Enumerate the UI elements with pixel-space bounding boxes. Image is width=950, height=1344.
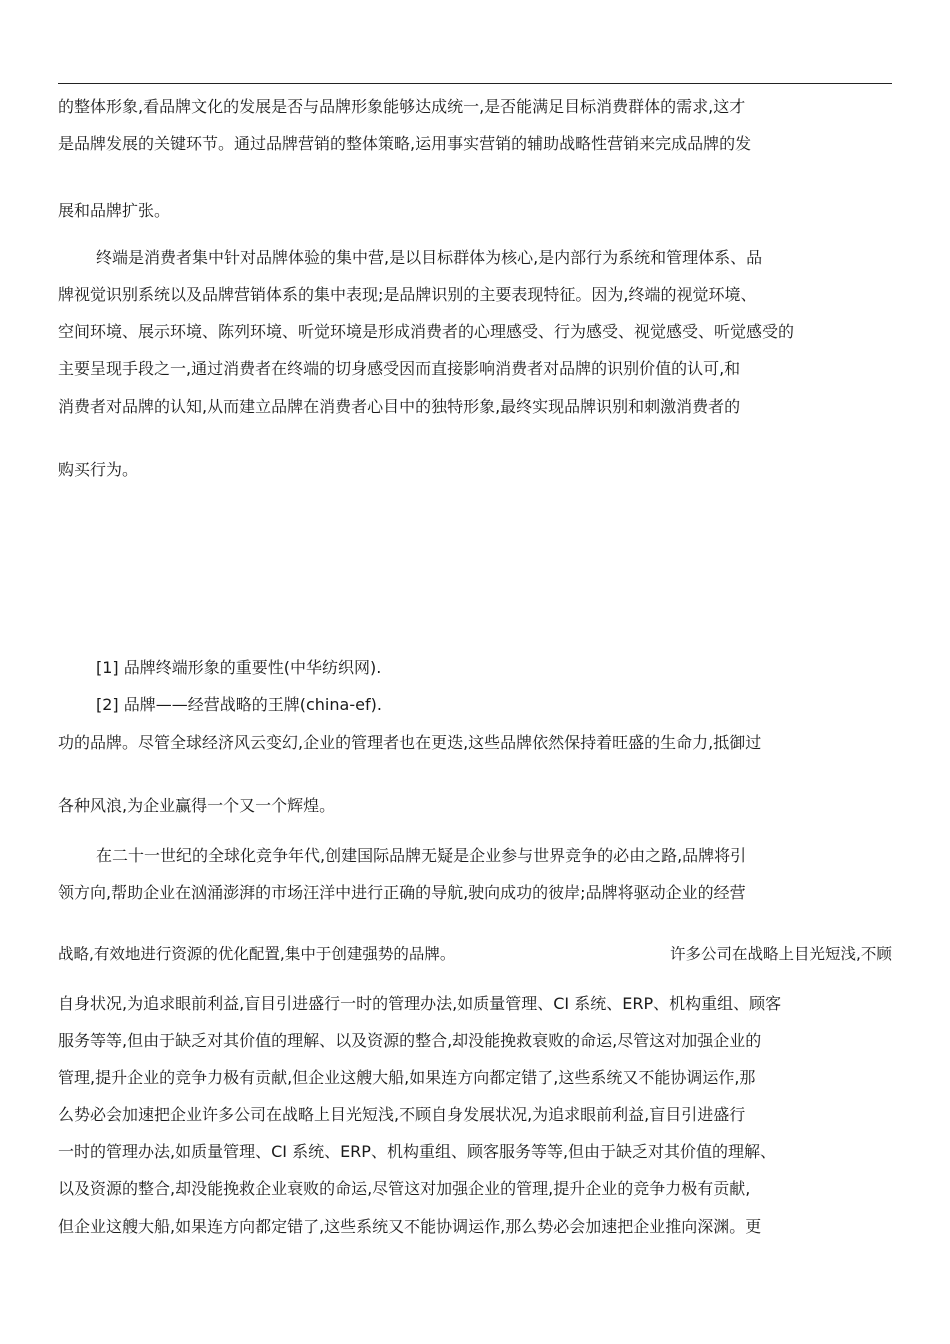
body-line: 一时的管理办法,如质量管理、CI 系统、ERP、机构重组、顾客服务等等,但由于缺乏对其价值的理解、	[58, 1142, 777, 1161]
body-line: 各种风浪,为企业赢得一个又一个辉煌。	[58, 796, 336, 815]
body-line: 牌视觉识别系统以及品牌营销体系的集中表现;是品牌识别的主要表现特征。因为,终端的视觉环境、	[58, 285, 757, 304]
body-line-text: 战略,有效地进行资源的优化配置,集中于创建强势的品牌。	[58, 945, 456, 963]
body-line: 的整体形象,看品牌文化的发展是否与品牌形象能够达成统一,是否能满足目标消费群体的需求,这才	[58, 97, 746, 116]
paragraph-first-line: 终端是消费者集中针对品牌体验的集中营,是以目标群体为核心,是内部行为系统和管理体系、品	[96, 248, 763, 267]
body-line: 空间环境、展示环境、陈列环境、听觉环境是形成消费者的心理感受、行为感受、视觉感受、听觉感受的	[58, 322, 795, 341]
body-line: 消费者对品牌的认知,从而建立品牌在消费者心目中的独特形象,最终实现品牌识别和刺激消费者的	[58, 397, 741, 416]
body-line: 自身状况,为追求眼前利益,盲目引进盛行一时的管理办法,如质量管理、CI 系统、ERP、机构重组、顾客	[58, 994, 782, 1013]
body-line: 是品牌发展的关键环节。通过品牌营销的整体策略,运用事实营销的辅助战略性营销来完成品牌的发	[58, 134, 752, 153]
body-line: 领方向,帮助企业在汹涌澎湃的市场汪洋中进行正确的导航,驶向成功的彼岸;品牌将驱动企业的经营	[58, 883, 746, 902]
body-line: 服务等等,但由于缺乏对其价值的理解、以及资源的整合,却没能挽救衰败的命运,尽管这对加强企业的	[58, 1031, 762, 1050]
body-line: 管理,提升企业的竞争力极有贡献,但企业这艘大船,如果连方向都定错了,这些系统又不能协调运作,那	[58, 1068, 756, 1087]
body-line-tail: 许多公司在战略上目光短浅,不顾	[670, 945, 892, 963]
body-line	[58, 943, 892, 965]
header-rule	[58, 83, 892, 84]
paragraph-first-line: 在二十一世纪的全球化竞争年代,创建国际品牌无疑是企业参与世界竞争的必由之路,品牌将引	[96, 846, 747, 865]
body-line: 么势必会加速把企业许多公司在战略上目光短浅,不顾自身发展状况,为追求眼前利益,盲目引进盛行	[58, 1105, 746, 1124]
reference-item: [1] 品牌终端形象的重要性(中华纺织网).	[96, 658, 382, 677]
body-line: 购买行为。	[58, 460, 139, 479]
body-line: 主要呈现手段之一,通过消费者在终端的切身感受因而直接影响消费者对品牌的识别价值的认可,和	[58, 359, 741, 378]
body-line: 功的品牌。尽管全球经济风云变幻,企业的管理者也在更迭,这些品牌依然保持着旺盛的生命力,抵御过	[58, 733, 762, 752]
body-line: 展和品牌扩张。	[58, 201, 171, 220]
reference-item: [2] 品牌——经营战略的王牌(china-ef).	[96, 695, 382, 714]
body-line: 以及资源的整合,却没能挽救企业衰败的命运,尽管这对加强企业的管理,提升企业的竞争力极有贡献,	[58, 1179, 751, 1198]
body-line: 但企业这艘大船,如果连方向都定错了,这些系统又不能协调运作,那么势必会加速把企业推向深渊。更	[58, 1217, 762, 1236]
